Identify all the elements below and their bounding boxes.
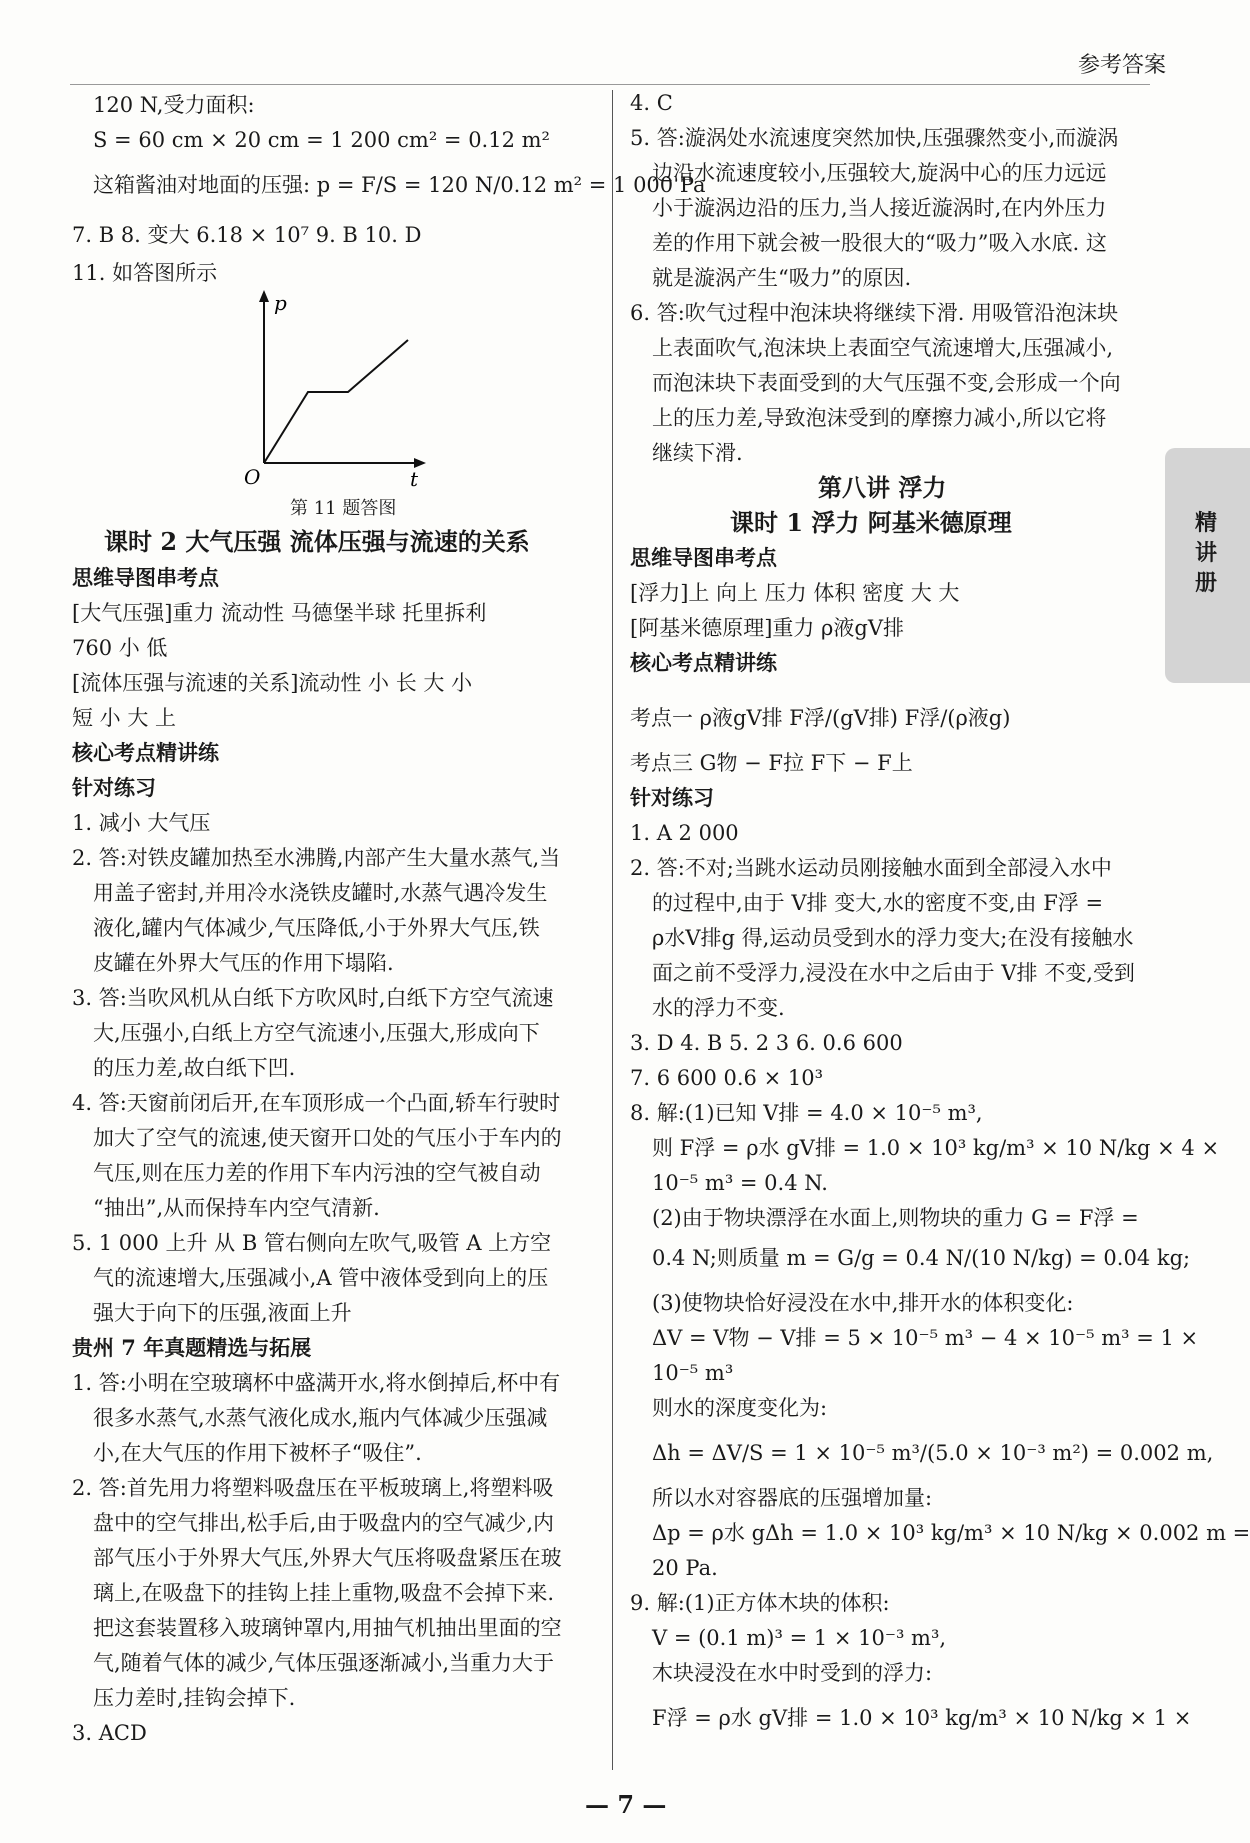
text-line: [阿基米德原理]重力 ρ液gV排 (630, 616, 905, 640)
text-line: 小于漩涡边沿的压力,当人接近漩涡时,在内外压力 (652, 196, 1107, 220)
section-title: 课时 2 大气压强 流体压强与流速的关系 (104, 527, 530, 556)
text-line: S = 60 cm × 20 cm = 1 200 cm² = 0.12 m² (93, 128, 550, 152)
text-line: 的过程中,由于 V排 变大,水的密度不变,由 F浮 = (652, 891, 1104, 915)
text-line: F浮 = ρ水 gV排 = 1.0 × 10³ kg/m³ × 10 N/kg × 1 × (652, 1706, 1192, 1730)
text-line: 部气压小于外界大气压,外界大气压将吸盘紧压在玻 (93, 1546, 562, 1570)
text-line: ΔV = V物 − V排 = 5 × 10⁻⁵ m³ − 4 × 10⁻⁵ m³ = 1 × (652, 1326, 1199, 1350)
text-line: 木块浸没在水中时受到的浮力: (652, 1661, 933, 1685)
text-line: 考点一 ρ液gV排 F浮/(gV排) F浮/(ρ液g) (630, 706, 1011, 730)
text-line: 0.4 N;则质量 m = G/g = 0.4 N/(10 N/kg) = 0.04 kg; (652, 1246, 1191, 1270)
text-line: 4. 答:天窗前闭后开,在车顶形成一个凸面,轿车行驶时 (72, 1091, 561, 1115)
text-line: 很多水蒸气,水蒸气液化成水,瓶内气体减少压强减 (93, 1406, 548, 1430)
text-line: 就是漩涡产生“吸力”的原因. (652, 266, 912, 290)
text-line: Δh = ΔV/S = 1 × 10⁻⁵ m³/(5.0 × 10⁻³ m²) = 0.002 m, (652, 1441, 1214, 1465)
pressure-curve (264, 340, 408, 463)
text-line: 压力差时,挂钩会掉下. (93, 1686, 296, 1710)
subheading: 思维导图串考点 (72, 565, 219, 590)
text-line: 气的流速增大,压强减小,A 管中液体受到向上的压 (93, 1266, 549, 1290)
header-rule (70, 84, 1150, 85)
text-line: V = (0.1 m)³ = 1 × 10⁻³ m³, (652, 1626, 947, 1650)
subheading: 核心考点精讲练 (630, 650, 777, 675)
text-line: 2. 答:首先用力将塑料吸盘压在平板玻璃上,将塑料吸 (72, 1476, 554, 1500)
text-line: 1. 答:小明在空玻璃杯中盛满开水,将水倒掉后,杯中有 (72, 1371, 561, 1395)
y-axis-label: p (274, 291, 287, 315)
text-line: 上表面吹气,泡沫块上表面空气流速增大,压强减小, (652, 336, 1114, 360)
text-line: 水的浮力不变. (652, 996, 785, 1020)
text-line: 5. 1 000 上升 从 B 管右侧向左吹气,吸管 A 上方空 (72, 1231, 552, 1255)
text-line: 的压力差,故白纸下凹. (93, 1056, 296, 1080)
text-line: 边沿水流速度较小,压强较大,旋涡中心的压力远远 (652, 161, 1107, 185)
subheading: 核心考点精讲练 (72, 740, 219, 765)
text-line: 则水的深度变化为: (652, 1396, 828, 1420)
text-line: 把这套装置移入玻璃钟罩内,用抽气机抽出里面的空 (93, 1616, 562, 1640)
subheading: 思维导图串考点 (630, 545, 777, 570)
text-line: 10⁻⁵ m³ = 0.4 N. (652, 1171, 828, 1195)
text-line: 4. C (630, 91, 673, 115)
text-line: 短 小 大 上 (72, 706, 177, 730)
text-line: 9. 解:(1)正方体木块的体积: (630, 1591, 890, 1615)
text-line: 所以水对容器底的压强增加量: (652, 1486, 933, 1510)
text-line: (3)使物块恰好浸没在水中,排开水的体积变化: (652, 1291, 1074, 1315)
text-line: 差的作用下就会被一股很大的“吸力”吸入水底. 这 (652, 231, 1107, 255)
text-line: 而泡沫块下表面受到的大气压强不变,会形成一个向 (652, 371, 1121, 395)
text-line: 1. A 2 000 (630, 821, 739, 845)
text-line: 上的压力差,导致泡沫受到的摩擦力减小,所以它将 (652, 406, 1107, 430)
y-axis-arrow (259, 290, 269, 302)
text-line: (2)由于物块漂浮在水面上,则物块的重力 G = F浮 = (652, 1206, 1139, 1230)
text-line: 1. 减小 大气压 (72, 811, 211, 835)
text-line: 10⁻⁵ m³ (652, 1361, 734, 1385)
text-line: 则 F浮 = ρ水 gV排 = 1.0 × 10³ kg/m³ × 10 N/kg × 4 × (652, 1136, 1220, 1160)
text-line: 7. 6 600 0.6 × 10³ (630, 1066, 823, 1090)
text-line: 5. 答:漩涡处水流速度突然加快,压强骤然变小,而漩涡 (630, 126, 1119, 150)
text-line: 大,压强小,白纸上方空气流速小,压强大,形成向下 (93, 1021, 540, 1045)
text-line: 2. 答:对铁皮罐加热至水沸腾,内部产生大量水蒸气,当 (72, 846, 561, 870)
side-tab-label: 精讲册 (1195, 510, 1218, 596)
text-line: 3. ACD (72, 1721, 147, 1745)
text-line: 2. 答:不对;当跳水运动员刚接触水面到全部浸入水中 (630, 856, 1112, 880)
text-line: [流体压强与流速的关系]流动性 小 长 大 小 (72, 671, 473, 695)
text-line: 760 小 低 (72, 636, 168, 660)
text-line: [浮力]上 向上 压力 体积 密度 大 大 (630, 581, 960, 605)
text-line: 盘中的空气排出,松手后,由于吸盘内的空气减少,内 (93, 1511, 555, 1535)
origin-label: O (244, 465, 261, 489)
text-line: [大气压强]重力 流动性 马德堡半球 托里拆利 (72, 601, 487, 625)
text-line: “抽出”,从而保持车内空气清新. (93, 1196, 380, 1220)
page-number: — 7 — (585, 1790, 667, 1819)
text-line: 皮罐在外界大气压的作用下塌陷. (93, 951, 394, 975)
text-line: 考点三 G物 − F拉 F下 − F上 (630, 751, 913, 775)
text-line: 面之前不受浮力,浸没在水中之后由于 V排 不变,受到 (652, 961, 1135, 985)
text-line: 3. D 4. B 5. 2 3 6. 0.6 600 (630, 1031, 903, 1055)
text-line: 气,随着气体的减少,气体压强逐渐减小,当重力大于 (93, 1651, 555, 1675)
text-line: ρ水V排g 得,运动员受到水的浮力变大;在没有接触水 (652, 926, 1134, 950)
text-line: 3. 答:当吹风机从白纸下方吹风时,白纸下方空气流速 (72, 986, 554, 1010)
column-divider (612, 90, 613, 1770)
x-axis-label: t (410, 467, 419, 491)
text-line: 6. 答:吹气过程中泡沫块将继续下滑. 用吸管沿泡沫块 (630, 301, 1119, 325)
figure-caption: 第 11 题答图 (290, 498, 397, 519)
subheading: 针对练习 (630, 785, 714, 810)
side-tab (1165, 448, 1250, 683)
text-line: 气压,则在压力差的作用下车内污浊的空气被自动 (93, 1161, 541, 1185)
section-title: 课时 1 浮力 阿基米德原理 (730, 508, 1012, 537)
text-line: 小,在大气压的作用下被杯子“吸住”. (93, 1441, 422, 1465)
pressure-time-graph (240, 288, 430, 508)
text-line: 继续下滑. (652, 441, 743, 465)
lecture-title: 第八讲 浮力 (818, 473, 947, 502)
text-line: 8. 解:(1)已知 V排 = 4.0 × 10⁻⁵ m³, (630, 1101, 983, 1125)
text-line: 120 N,受力面积: (93, 93, 255, 117)
subheading: 针对练习 (72, 775, 156, 800)
text-line: 11. 如答图所示 (72, 261, 218, 285)
text-line: 用盖子密封,并用冷水浇铁皮罐时,水蒸气遇冷发生 (93, 881, 548, 905)
text-line: 加大了空气的流速,使天窗开口处的气压小于车内的 (93, 1126, 562, 1150)
text-line: 强大于向下的压强,液面上升 (93, 1301, 352, 1325)
subheading: 贵州 7 年真题精选与拓展 (72, 1335, 312, 1360)
text-line: 这箱酱油对地面的压强: p = F/S = 120 N/0.12 m² = 1 000 Pa (93, 173, 706, 197)
text-line: 液化,罐内气体减少,气压降低,小于外界大气压,铁 (93, 916, 540, 940)
text-line: 7. B 8. 变大 6.18 × 10⁷ 9. B 10. D (72, 223, 422, 247)
text-line: 20 Pa. (652, 1556, 718, 1580)
text-line: Δp = ρ水 gΔh = 1.0 × 10³ kg/m³ × 10 N/kg × 0.002 m = (652, 1521, 1250, 1545)
text-line: 璃上,在吸盘下的挂钩上挂上重物,吸盘不会掉下来. (93, 1581, 555, 1605)
header-title: 参考答案 (1078, 53, 1167, 78)
